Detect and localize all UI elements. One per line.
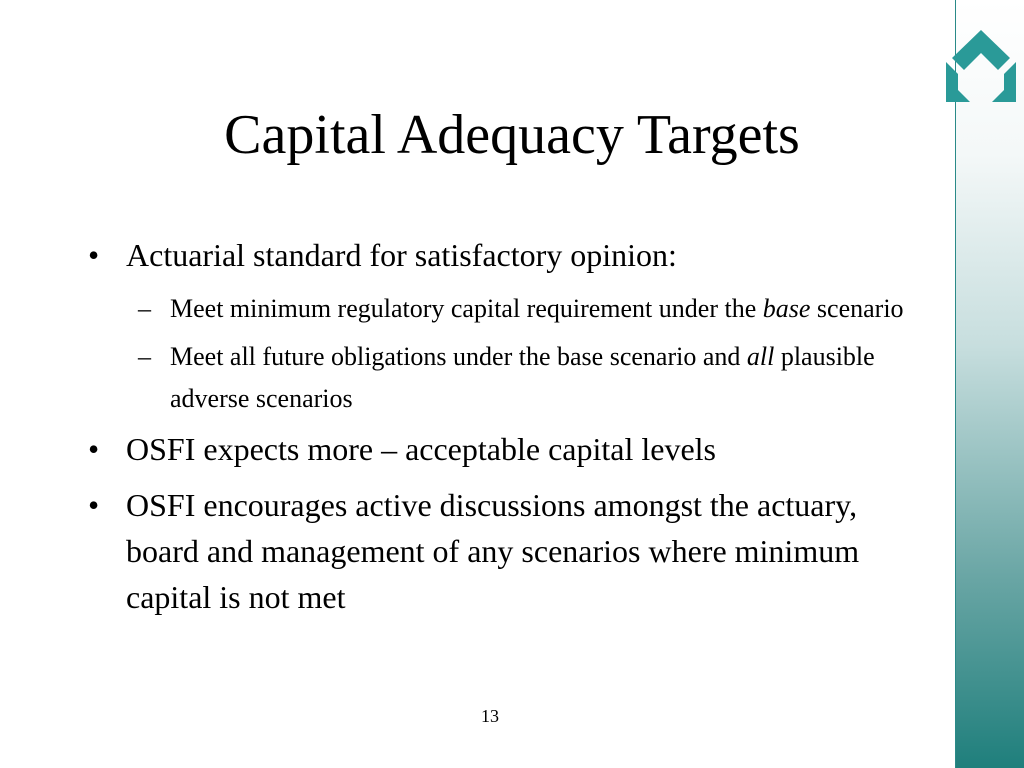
sub-bullet-text-pre: Meet minimum regulatory capital requirement under the (170, 294, 763, 323)
bullet-text: OSFI expects more – acceptable capital levels (126, 431, 716, 467)
bullet-text: Actuarial standard for satisfactory opinion: (126, 237, 677, 273)
house-logo-icon (938, 28, 1024, 108)
sub-bullet-emphasis: base (762, 294, 811, 323)
slide-title: Capital Adequacy Targets (224, 104, 800, 166)
bullet-mark: • (88, 431, 100, 467)
page-number: 13 (481, 706, 499, 726)
bullet-text: OSFI encourages active discussions amongst the actuary, board and management of any scenarios where minimum capital is not met (126, 487, 860, 615)
bullet-mark: • (88, 487, 100, 523)
sub-bullet-item (88, 288, 928, 330)
sub-bullet-item (88, 336, 928, 420)
bullet-mark: • (88, 237, 100, 273)
bullet-item (88, 426, 928, 472)
dash-mark: – (138, 342, 151, 371)
bullet-list (88, 232, 928, 630)
bullet-item (88, 482, 928, 620)
dash-mark: – (138, 294, 151, 323)
bullet-item (88, 232, 928, 278)
sub-bullet-emphasis: all (746, 342, 775, 371)
sub-bullet-text-post: scenario (810, 294, 904, 323)
sub-bullet-text-pre: Meet all future obligations under the base scenario and (170, 342, 747, 371)
sub-bullet-text-post: plausible adverse scenarios (170, 342, 875, 413)
sub-bullet-list (88, 288, 928, 420)
